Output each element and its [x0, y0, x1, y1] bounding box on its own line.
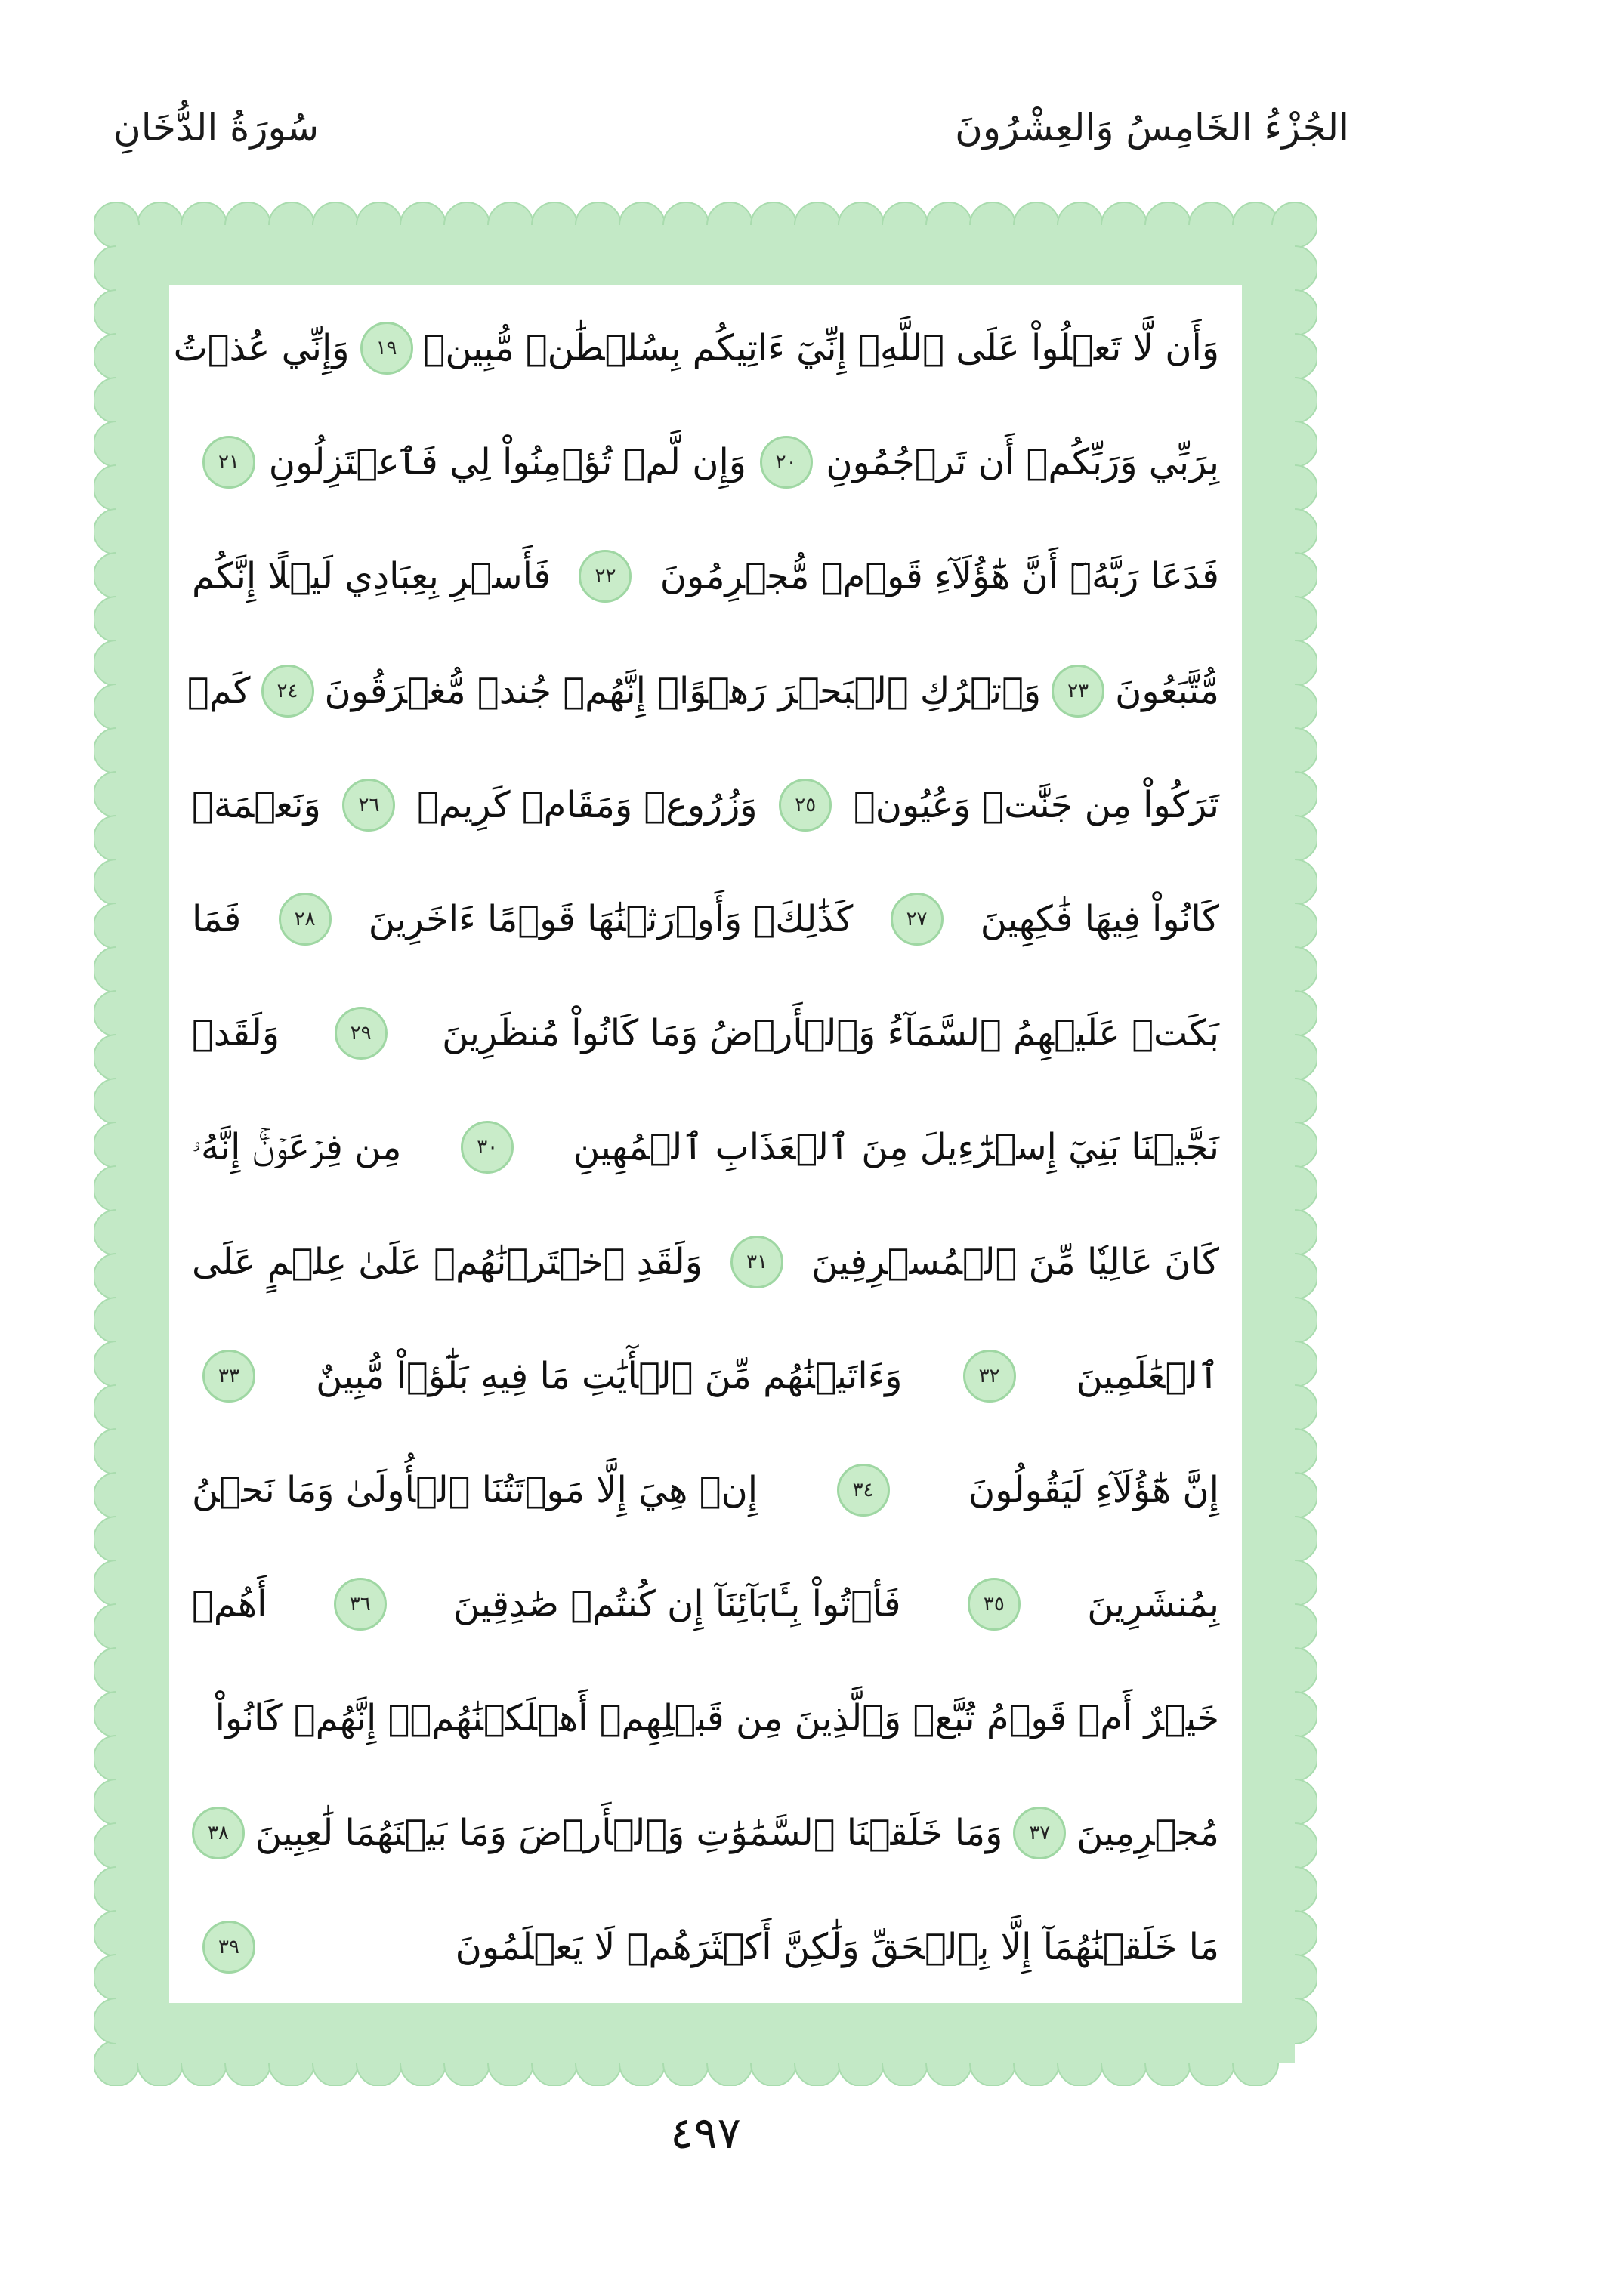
ayah-number-marker: ٢٢	[579, 550, 632, 603]
verse-text: بِرَبِّي وَرَبِّكُمۡ أَن تَرۡجُمُونِ	[826, 441, 1219, 484]
ayah-number-marker: ٣٤	[837, 1464, 890, 1517]
ayah-number-marker: ١٩	[360, 322, 413, 375]
verse-text: مِن فِرۡعَوۡنَۚ إِنَّهُۥ	[192, 1125, 402, 1168]
text-line	[192, 406, 1219, 519]
verse-text: وَنَعۡمَةٖ	[192, 783, 321, 826]
text-line	[192, 1548, 1219, 1661]
verse-text: كَانَ عَالِيٗا مِّنَ ٱلۡمُسۡرِفِينَ	[811, 1240, 1219, 1283]
verse-text: فَأۡتُواْ بِـَٔابَآئِنَآ إِن كُنتُمۡ صَٰدِقِينَ	[453, 1583, 901, 1626]
page-frame	[94, 202, 1317, 2086]
verse-text: أَهُمۡ	[192, 1583, 267, 1626]
text-line	[192, 1662, 1219, 1775]
juz-title: الجُزْءُ الخَامِسُ وَالعِشْرُونَ	[955, 106, 1349, 150]
ayah-number-marker: ٢٨	[279, 893, 332, 946]
verse-text: نَجَّيۡنَا بَنِيٓ إِسۡرَٰٓءِيلَ مِنَ ٱلۡعَذَابِ ٱلۡمُهِينِ	[573, 1126, 1219, 1169]
ayah-number-marker: ٢٤	[261, 665, 314, 718]
verse-text: وَٱتۡرُكِ ٱلۡبَحۡرَ رَهۡوًاۖ إِنَّهُمۡ جُندٞ مُّغۡرَقُونَ	[324, 669, 1042, 712]
text-line	[192, 1319, 1219, 1433]
verse-text: بِمُنشَرِينَ	[1087, 1583, 1219, 1626]
text-line	[192, 1433, 1219, 1547]
text-line	[192, 1776, 1219, 1890]
verse-text: مُّتَّبَعُونَ	[1115, 669, 1219, 712]
verse-text: مَا خَلَقۡنَٰهُمَآ إِلَّا بِٱلۡحَقِّ وَلَٰكِنَّ أَكۡثَرَهُمۡ لَا يَعۡلَمُونَ	[455, 1925, 1219, 1968]
text-line	[192, 1890, 1219, 2004]
verse-text: خَيۡرٌ أَمۡ قَوۡمُ تُبَّعٖ وَٱلَّذِينَ مِن قَبۡلِهِمۡ أَهۡلَكۡنَٰهُمۡۚ إِنَّهُمۡ كَانُواْ	[215, 1697, 1219, 1740]
text-line	[192, 1091, 1219, 1204]
ayah-number-marker: ٢٠	[760, 436, 813, 489]
text-line	[192, 977, 1219, 1090]
verse-text: وَمَا خَلَقۡنَا ٱلسَّمَٰوَٰتِ وَٱلۡأَرۡضَ وَمَا بَيۡنَهُمَا لَٰعِبِينَ	[255, 1811, 1003, 1854]
verse-text: وَلَقَدِ ٱخۡتَرۡنَٰهُمۡ عَلَىٰ عِلۡمٍ عَلَى	[192, 1240, 703, 1283]
ayah-number-marker: ٢٥	[779, 779, 832, 832]
verse-text: إِنَّ هَٰٓؤُلَآءِ لَيَقُولُونَ	[968, 1469, 1219, 1511]
verse-text: فَمَا	[192, 898, 242, 940]
page-number: ٤٩٧	[670, 2107, 741, 2159]
verse-text: كَمۡ	[187, 669, 251, 712]
text-line	[173, 292, 1219, 405]
ayah-number-marker: ٢٧	[891, 893, 944, 946]
text-line	[187, 634, 1219, 748]
ayah-number-marker: ٣٧	[1013, 1807, 1066, 1859]
text-line	[192, 748, 1219, 862]
ayah-number-marker: ٣٥	[968, 1578, 1021, 1631]
ayah-number-marker: ٣٩	[202, 1921, 255, 1974]
verse-text: فَأَسۡرِ بِعِبَادِي لَيۡلًا إِنَّكُم	[192, 555, 551, 598]
verse-text: كَذَٰلِكَۖ وَأَوۡرَثۡنَٰهَا قَوۡمًا ءَاخَرِينَ	[368, 898, 854, 940]
ayah-number-marker: ٣٠	[461, 1121, 514, 1174]
verse-text: وَإِن لَّمۡ تُؤۡمِنُواْ لِي فَٱعۡتَزِلُونِ	[268, 441, 746, 484]
verse-text: كَانُواْ فِيهَا فَٰكِهِينَ	[980, 898, 1219, 940]
ayah-number-marker: ٣٣	[202, 1350, 255, 1403]
ayah-number-marker: ٢١	[202, 436, 255, 489]
text-line	[192, 863, 1219, 976]
ayah-number-marker: ٣٢	[963, 1350, 1016, 1403]
verse-text: وَلَقَدۡ	[192, 1012, 280, 1055]
verse-text: بَكَتۡ عَلَيۡهِمُ ٱلسَّمَآءُ وَٱلۡأَرۡضُ وَمَا كَانُواْ مُنظَرِينَ	[442, 1012, 1219, 1055]
verse-text: فَدَعَا رَبَّهُۥٓ أَنَّ هَٰٓؤُلَآءِ قَوۡمٞ مُّجۡرِمُونَ	[659, 555, 1219, 598]
verse-text: وَءَاتَيۡنَٰهُم مِّنَ ٱلۡأٓيَٰتِ مَا فِيهِ بَلَٰٓؤٞاْ مُّبِينٌ	[316, 1354, 903, 1397]
verse-text: تَرَكُواْ مِن جَنَّٰتٖ وَعُيُونٖ	[853, 783, 1219, 826]
ayah-number-marker: ٣١	[730, 1236, 783, 1288]
ayah-number-marker: ٢٣	[1052, 665, 1104, 718]
text-line	[192, 520, 1219, 633]
quran-text-area	[169, 285, 1242, 2003]
verse-text: إِنۡ هِيَ إِلَّا مَوۡتَتُنَا ٱلۡأُولَىٰ وَمَا نَحۡنُ	[192, 1469, 758, 1511]
ayah-number-marker: ٢٩	[335, 1007, 388, 1060]
ayah-number-marker: ٣٦	[334, 1578, 387, 1631]
surah-title: سُورَةُ الدُّخَانِ	[113, 106, 320, 150]
verse-text: مُجۡرِمِينَ	[1076, 1811, 1219, 1854]
ayah-number-marker: ٣٨	[192, 1807, 245, 1859]
text-line	[192, 1205, 1219, 1319]
verse-text: ٱلۡعَٰلَمِينَ	[1076, 1354, 1219, 1397]
verse-text: وَزُرُوعٖ وَمَقَامٖ كَرِيمٖ	[417, 783, 758, 826]
ayah-number-marker: ٢٦	[342, 779, 395, 832]
verse-text: وَأَن لَّا تَعۡلُواْ عَلَى ٱللَّهِۖ إِنِّيٓ ءَاتِيكُم بِسُلۡطَٰنٖ مُّبِينٖ	[423, 327, 1219, 369]
verse-text: وَإِنِّي عُذۡتُ	[173, 327, 350, 369]
